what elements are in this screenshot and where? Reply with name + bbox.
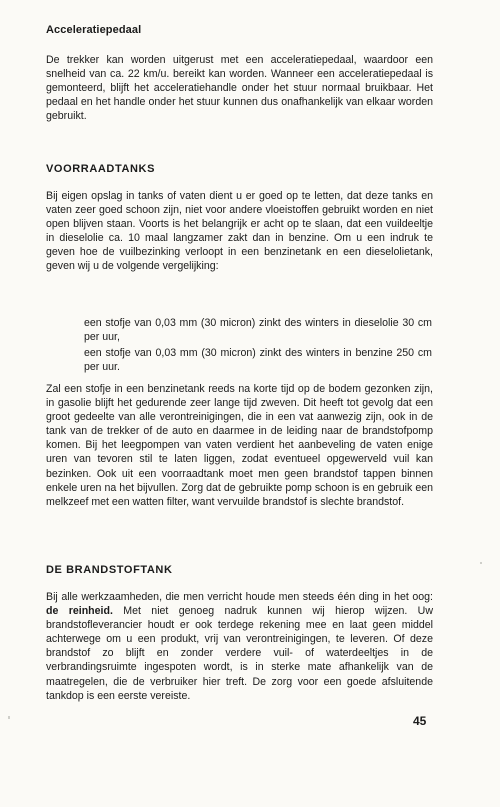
example-benzine: een stofje van 0,03 mm (30 micron) zinkt des winters in benzine 250 cm per uur. [84,347,432,374]
paragraph-acceleratiepedaal: De trekker kan worden uitgerust met een acceleratiepedaal, waardoor een snelheid van ca. 22 km/u. bereikt kan worden. Wanneer een acceleratiepedaal is gemonteerd, blijft het acceleratiehandle onder het stuur normaal bruikbaar. Het pedaal en het handle onder het stuur kunnen dus onafhankelijk van elkaar worden gebruikt. [46,54,433,123]
page-speck [480,562,482,564]
page-speck [8,716,10,719]
paragraph-text-start: Bij alle werkzaamheden, die men verricht houde men steeds één ding in het oog: [46,591,433,603]
section-title-voorraadtanks: VOORRAADTANKS [46,163,156,175]
paragraph-brandstoftank [46,590,433,703]
paragraph-text-rest: Met niet genoeg nadruk kunnen wij hierop wijzen. Uw brandstofleverancier houdt er ook terdege rekening mee en laat geen middel achterwege om u een produkt, vrij van verontreinigingen, te leveren. Of deze brandstof zo blijft en zonder verdere vuil- of waterdeeltjes in de verbrandingsruimte ingespoten wordt, is in sterke mate afhankelijk van de maatregelen, die de verbruiker hier treft. De zorg voor een goede afsluitende tankdop is een eerste vereiste. [46,605,433,702]
section-title-acceleratiepedaal: Acceleratiepedaal [46,24,142,36]
emphasis-reinheid: de reinheid. [46,605,113,618]
example-dieselolie: een stofje van 0,03 mm (30 micron) zinkt des winters in dieselolie 30 cm per uur, [84,317,432,344]
paragraph-voorraadtanks-intro: Bij eigen opslag in tanks of vaten dient u er goed op te letten, dat deze tanks en vaten zeer goed schoon zijn, niet voor andere vloeistoffen gebruikt worden en niet open blijven staan. Voorts is het belangrijk er acht op te slaan, dat een vuildeeltje in dieselolie ca. 10 maal langzamer zakt dan in benzine. Om u een indruk te geven hoe de vuilbezinking verloopt in een benzinetank en een dieselolietank, geven wij u de volgende vergelijking: [46,190,433,273]
page-number: 45 [413,714,427,728]
section-title-brandstoftank: DE BRANDSTOFTANK [46,564,173,576]
paragraph-voorraadtanks-body: Zal een stofje in een benzinetank reeds na korte tijd op de bodem gezonken zijn, in gasolie blijft het gedurende zeer lange tijd zweven. Dit heeft tot gevolg dat een groot gedeelte van alle verontreinigingen, die in een vat aanwezig zijn, ook in de tank van de trekker of de auto en daarmee in de leiding naar de brandstofpomp komen. Bij het leegpompen van vaten verdient het aanbeveling de vaten enige uren van tevoren stil te laten liggen, zodat eventueel opgewerveld vuil kan bezinken. Ook uit een voorraadtank moet men geen brandstof tappen binnen enkele uren na het bijvullen. Zorg dat de gebruikte pomp schoon is en gebruik een melkzeef met een watten filter, want vervuilde brandstof is slechte brandstof. [46,383,433,508]
